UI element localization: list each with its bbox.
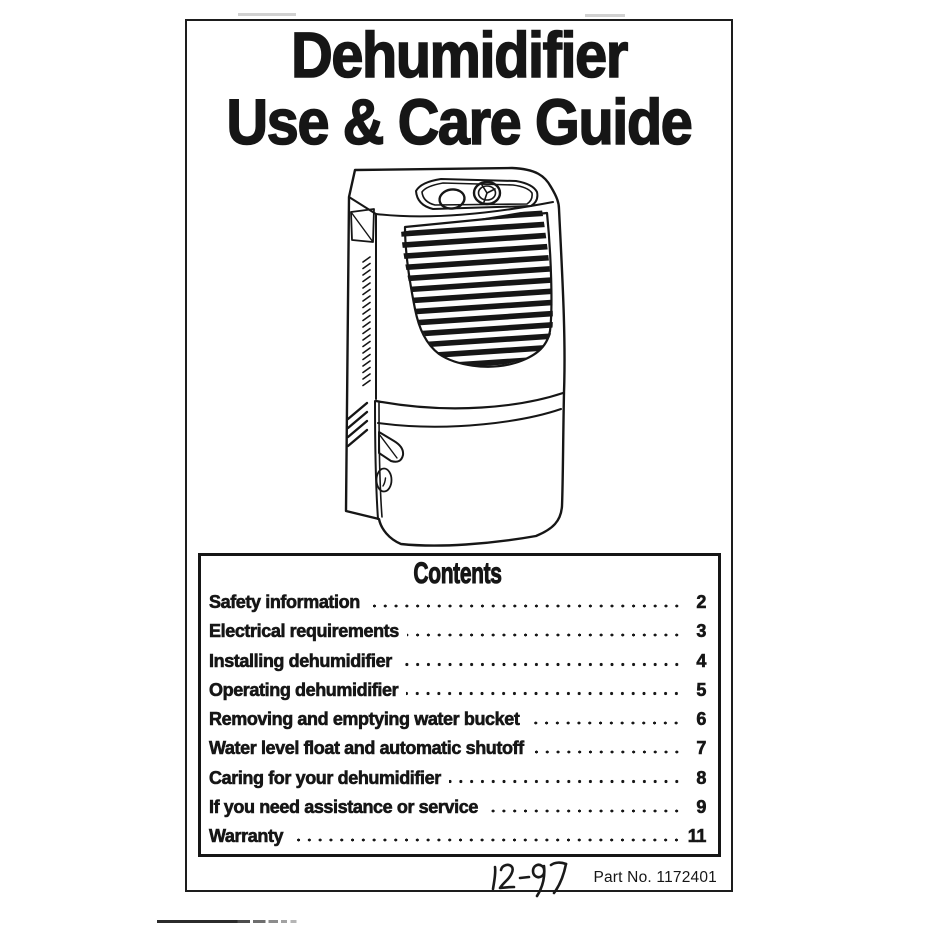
toc-leader-dots [368, 603, 682, 608]
contents-box [198, 553, 721, 857]
guide-title [212, 19, 705, 158]
water-bucket [375, 401, 403, 519]
toc-label: Warranty [209, 826, 284, 847]
side-vents [348, 209, 374, 446]
scan-smudge [238, 13, 296, 16]
toc-leader-dots [486, 808, 682, 813]
toc-leader-dots [406, 691, 682, 696]
toc-leader-dots [527, 720, 682, 725]
toc-label: Operating dehumidifier [209, 679, 399, 700]
scan-artifact-line [157, 920, 312, 923]
title-line-1: Dehumidifier [291, 19, 627, 91]
toc-page-number: 2 [696, 592, 706, 612]
toc-label: Removing and emptying water bucket [209, 709, 520, 730]
toc-page-number: 4 [696, 650, 706, 671]
control-panel [416, 179, 537, 210]
toc-label: Water level float and automatic shutoff [209, 738, 524, 759]
toc-label: Installing dehumidifier [209, 650, 392, 671]
dehumidifier-illustration [331, 161, 629, 549]
toc-page-number: 6 [696, 709, 706, 730]
toc-leader-dots [400, 662, 682, 667]
toc-row [209, 709, 706, 738]
toc-row [209, 797, 706, 826]
toc-row [209, 768, 706, 797]
bucket-handle [379, 432, 403, 462]
toc-label: Safety information [209, 592, 360, 612]
scan-smudge [585, 14, 625, 17]
toc-page-number: 11 [687, 826, 706, 847]
table-of-contents [209, 592, 706, 856]
part-number: Part No. 1172401 [593, 869, 717, 886]
toc-row [209, 738, 706, 767]
toc-row [209, 621, 706, 650]
toc-leader-dots [407, 632, 682, 637]
toc-page-number: 7 [696, 738, 706, 759]
toc-page-number: 8 [696, 767, 706, 788]
toc-leader-dots [532, 749, 682, 754]
toc-leader-dots [449, 779, 682, 784]
contents-heading: Contents [413, 557, 502, 590]
toc-leader-dots [291, 837, 682, 842]
toc-label: Caring for your dehumidifier [209, 767, 441, 788]
toc-row [209, 826, 706, 855]
toc-page-number: 3 [696, 621, 706, 642]
toc-page-number: 9 [696, 797, 706, 818]
toc-row [209, 592, 706, 621]
humidity-knob [438, 188, 465, 210]
toc-row [209, 651, 706, 680]
toc-page-number: 5 [696, 679, 706, 700]
float-window [377, 469, 392, 492]
title-line-2: Use & Care Guide [226, 86, 692, 158]
body-seam [376, 393, 563, 427]
toc-label: If you need assistance or service [209, 797, 478, 818]
toc-label: Electrical requirements [209, 621, 399, 642]
toc-row [209, 680, 706, 709]
handwritten-date [478, 854, 578, 906]
